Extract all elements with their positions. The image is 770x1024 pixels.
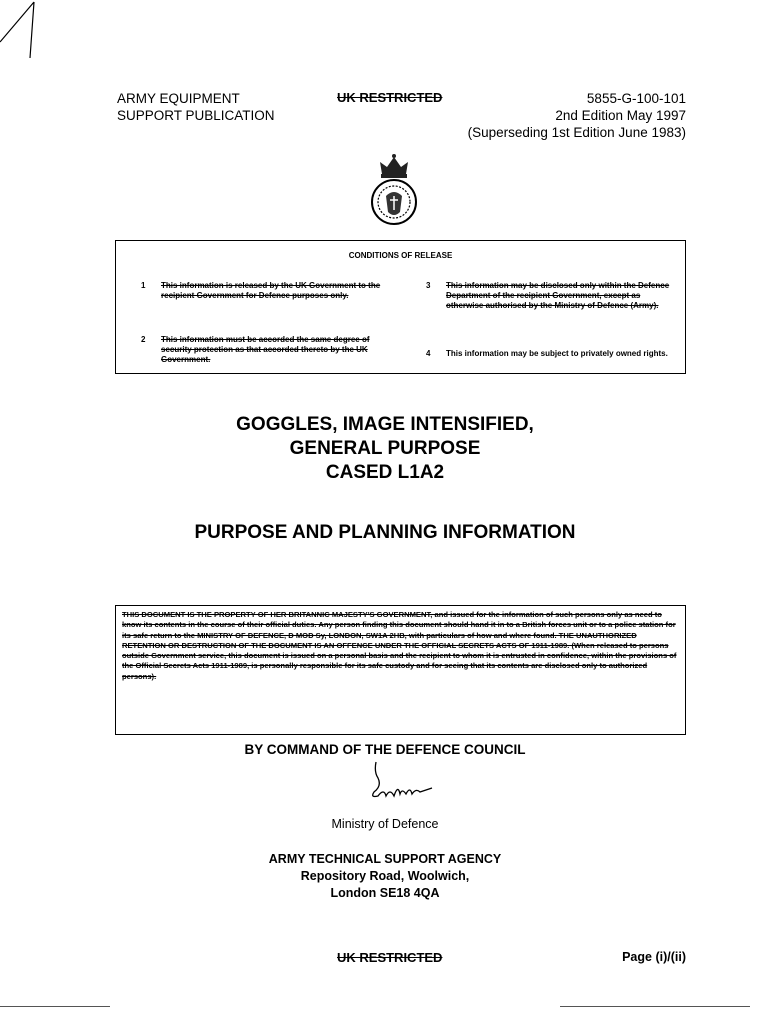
scan-edge-line bbox=[0, 1006, 110, 1007]
edition: 2nd Edition May 1997 bbox=[555, 108, 686, 123]
scan-edge-line bbox=[560, 1006, 750, 1007]
publication-label bbox=[117, 90, 275, 124]
condition-item bbox=[141, 281, 391, 301]
ownership-notice-text: THIS DOCUMENT IS THE PROPERTY OF HER BRITANNIC MAJESTY'S GOVERNMENT, and issued for the information of such persons only as need to know its contents in the course of their official duties. Any person finding this document should hand it in to a British forces unit or to a police station for its safe return to the MINISTRY OF DEFENCE, D MOD Sy, LONDON, SW1A 2HB, with particulars of how and where found. THE UNAUTHORIZED RETENTION OR DESTRUCTION OF THE DOCUMENT IS AN OFFENCE UNDER THE OFFICIAL SECRETS ACTS OF 1911-1989. (When released to persons outside Government service, this document is issued on a personal basis and the recipient to whom it is entrusted in confidence, within the provisions of the Official Secrets Acts 1911-1989, is personally responsible for its safe custody and for seeing that its contents are disclosed only to authorized persons). bbox=[122, 610, 677, 681]
royal-crest-icon bbox=[368, 152, 420, 232]
document-title-line-1: GOGGLES, IMAGE INTENSIFIED, bbox=[236, 414, 534, 435]
document-subtitle: PURPOSE AND PLANNING INFORMATION bbox=[194, 522, 576, 543]
ownership-notice-box bbox=[115, 605, 686, 735]
corner-pen-mark bbox=[0, 0, 60, 60]
command-line: BY COMMAND OF THE DEFENCE COUNCIL bbox=[244, 742, 526, 757]
condition-text: This information may be subject to privately owned rights. bbox=[446, 349, 668, 358]
document-title-line-2: GENERAL PURPOSE bbox=[289, 438, 481, 459]
ministry-name: Ministry of Defence bbox=[331, 817, 439, 831]
condition-number: 2 bbox=[141, 335, 146, 344]
condition-text: This information is released by the UK Government to the recipient Government for Defence purposes only. bbox=[161, 281, 381, 300]
document-reference bbox=[468, 90, 686, 141]
conditions-of-release-box bbox=[115, 240, 686, 374]
signature-image bbox=[352, 758, 442, 810]
page-number: Page (i)/(ii) bbox=[622, 950, 686, 964]
condition-text: This information must be accorded the same degree of security protection as that accorded thereto by the UK Government. bbox=[161, 335, 370, 364]
condition-number: 3 bbox=[426, 281, 431, 290]
publication-line-2: SUPPORT PUBLICATION bbox=[117, 108, 275, 123]
condition-item bbox=[426, 281, 676, 311]
address-line-1: Repository Road, Woolwich, bbox=[300, 869, 470, 883]
condition-number: 4 bbox=[426, 349, 431, 358]
classification-bottom: UK RESTRICTED bbox=[337, 950, 443, 965]
doc-number: 5855-G-100-101 bbox=[586, 91, 686, 106]
agency-name: ARMY TECHNICAL SUPPORT AGENCY bbox=[268, 852, 502, 866]
classification-top: UK RESTRICTED bbox=[337, 90, 443, 105]
condition-text: This information may be disclosed only within the Defence Department of the recipient Government, except as otherwise authorised by the Ministry of Defence (Army). bbox=[446, 281, 670, 310]
address-line-2: London SE18 4QA bbox=[330, 886, 440, 900]
conditions-title: CONDITIONS OF RELEASE bbox=[348, 251, 453, 260]
condition-item bbox=[426, 349, 676, 359]
condition-number: 1 bbox=[141, 281, 146, 290]
condition-item bbox=[141, 335, 391, 365]
superseding: (Superseding 1st Edition June 1983) bbox=[467, 125, 686, 140]
document-title-line-3: CASED L1A2 bbox=[325, 462, 445, 483]
publication-line-1: ARMY EQUIPMENT bbox=[117, 91, 240, 106]
